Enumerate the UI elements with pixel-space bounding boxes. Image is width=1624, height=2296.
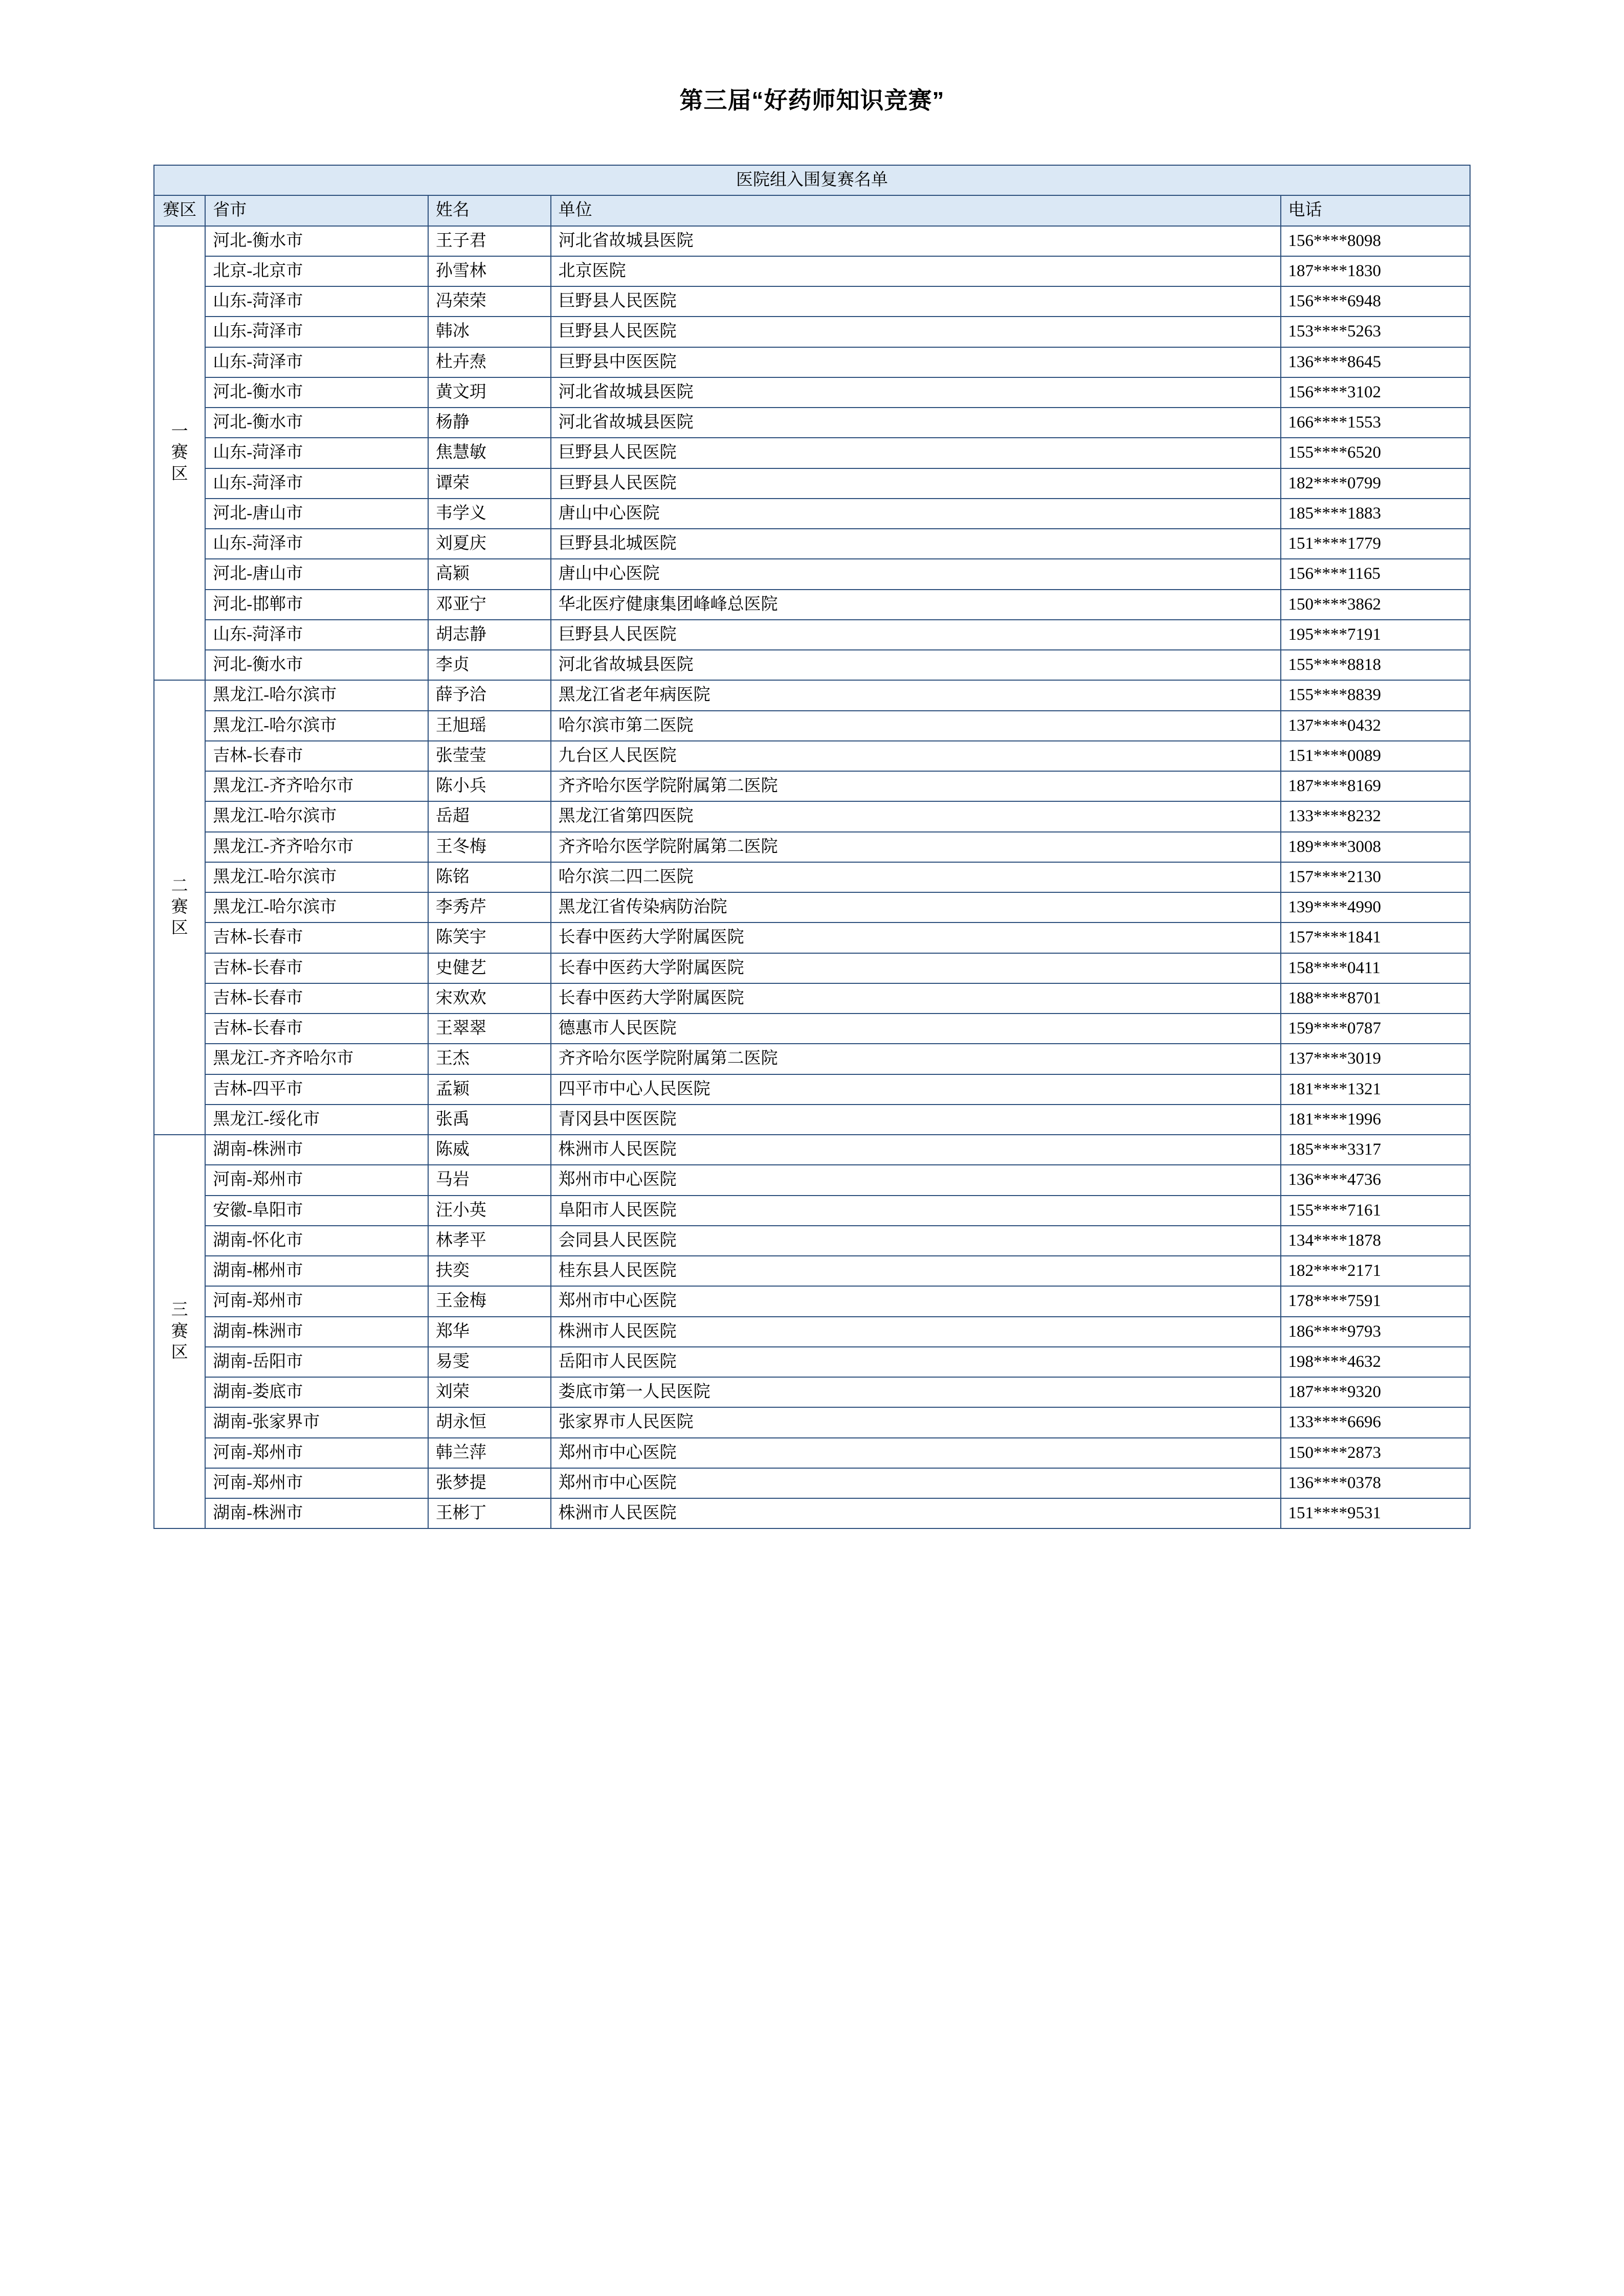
cell-name: 王冬梅 <box>428 832 551 862</box>
cell-name: 孙雪林 <box>428 256 551 286</box>
cell-name: 邓亚宁 <box>428 590 551 620</box>
cell-unit: 桂东县人民医院 <box>551 1256 1281 1286</box>
cell-name: 韦学义 <box>428 499 551 529</box>
cell-name: 易雯 <box>428 1347 551 1377</box>
cell-province-city: 黑龙江-哈尔滨市 <box>205 680 428 710</box>
cell-province-city: 黑龙江-哈尔滨市 <box>205 892 428 922</box>
table-row <box>154 801 1470 831</box>
cell-province-city: 湖南-郴州市 <box>205 1256 428 1286</box>
zone-cell <box>154 226 205 681</box>
zone-cell <box>154 680 205 1135</box>
cell-name: 岳超 <box>428 801 551 831</box>
cell-province-city: 北京-北京市 <box>205 256 428 286</box>
cell-name: 韩冰 <box>428 317 551 347</box>
cell-phone: 185****3317 <box>1281 1135 1470 1165</box>
cell-phone: 139****4990 <box>1281 892 1470 922</box>
table-row <box>154 620 1470 650</box>
cell-unit: 株洲市人民医院 <box>551 1135 1281 1165</box>
cell-phone: 187****9320 <box>1281 1377 1470 1407</box>
cell-unit: 唐山中心医院 <box>551 499 1281 529</box>
cell-unit: 会同县人民医院 <box>551 1226 1281 1256</box>
table-row <box>154 468 1470 499</box>
cell-province-city: 湖南-娄底市 <box>205 1377 428 1407</box>
cell-phone: 155****6520 <box>1281 438 1470 468</box>
cell-phone: 195****7191 <box>1281 620 1470 650</box>
cell-phone: 185****1883 <box>1281 499 1470 529</box>
cell-phone: 189****3008 <box>1281 832 1470 862</box>
cell-unit: 哈尔滨市第二医院 <box>551 711 1281 741</box>
cell-province-city: 黑龙江-哈尔滨市 <box>205 862 428 892</box>
cell-phone: 156****1165 <box>1281 559 1470 589</box>
cell-province-city: 河南-郑州市 <box>205 1286 428 1316</box>
cell-unit: 德惠市人民医院 <box>551 1014 1281 1044</box>
cell-province-city: 吉林-长春市 <box>205 953 428 983</box>
cell-name: 刘夏庆 <box>428 529 551 559</box>
cell-name: 刘荣 <box>428 1377 551 1407</box>
cell-unit: 华北医疗健康集团峰峰总医院 <box>551 590 1281 620</box>
table-row <box>154 559 1470 589</box>
cell-province-city: 吉林-长春市 <box>205 922 428 953</box>
page-title: 第三届“好药师知识竞赛” <box>679 87 945 114</box>
cell-phone: 156****8098 <box>1281 226 1470 256</box>
cell-unit: 河北省故城县医院 <box>551 408 1281 438</box>
cell-unit: 巨野县中医医院 <box>551 347 1281 377</box>
cell-phone: 186****9793 <box>1281 1317 1470 1347</box>
cell-phone: 166****1553 <box>1281 408 1470 438</box>
cell-province-city: 河北-衡水市 <box>205 408 428 438</box>
cell-unit: 唐山中心医院 <box>551 559 1281 589</box>
cell-province-city: 山东-菏泽市 <box>205 529 428 559</box>
table-row <box>154 317 1470 347</box>
cell-name: 王旭瑶 <box>428 711 551 741</box>
cell-phone: 133****8232 <box>1281 801 1470 831</box>
cell-phone: 151****1779 <box>1281 529 1470 559</box>
cell-phone: 136****8645 <box>1281 347 1470 377</box>
cell-unit: 岳阳市人民医院 <box>551 1347 1281 1377</box>
table-row <box>154 1317 1470 1347</box>
table-row <box>154 1498 1470 1528</box>
cell-phone: 158****0411 <box>1281 953 1470 983</box>
table-row <box>154 1105 1470 1135</box>
cell-unit: 郑州市中心医院 <box>551 1286 1281 1316</box>
table-row <box>154 953 1470 983</box>
cell-name: 胡永恒 <box>428 1407 551 1437</box>
cell-province-city: 湖南-岳阳市 <box>205 1347 428 1377</box>
zone-cell <box>154 1135 205 1528</box>
cell-name: 张禹 <box>428 1105 551 1135</box>
cell-unit: 长春中医药大学附属医院 <box>551 983 1281 1014</box>
cell-unit: 株洲市人民医院 <box>551 1317 1281 1347</box>
cell-unit: 巨野县人民医院 <box>551 286 1281 317</box>
cell-province-city: 河北-衡水市 <box>205 226 428 256</box>
cell-province-city: 河北-衡水市 <box>205 650 428 680</box>
cell-name: 孟颖 <box>428 1074 551 1105</box>
cell-province-city: 吉林-长春市 <box>205 983 428 1014</box>
cell-name: 宋欢欢 <box>428 983 551 1014</box>
cell-name: 王金梅 <box>428 1286 551 1316</box>
cell-phone: 198****4632 <box>1281 1347 1470 1377</box>
cell-province-city: 黑龙江-齐齐哈尔市 <box>205 771 428 801</box>
table-row <box>154 1286 1470 1316</box>
table-row <box>154 286 1470 317</box>
cell-unit: 阜阳市人民医院 <box>551 1196 1281 1226</box>
cell-unit: 齐齐哈尔医学院附属第二医院 <box>551 771 1281 801</box>
cell-province-city: 黑龙江-齐齐哈尔市 <box>205 832 428 862</box>
cell-unit: 哈尔滨二四二医院 <box>551 862 1281 892</box>
cell-province-city: 河北-邯郸市 <box>205 590 428 620</box>
cell-phone: 187****8169 <box>1281 771 1470 801</box>
cell-name: 高颖 <box>428 559 551 589</box>
cell-phone: 137****3019 <box>1281 1044 1470 1074</box>
cell-province-city: 山东-菏泽市 <box>205 286 428 317</box>
cell-unit: 郑州市中心医院 <box>551 1468 1281 1498</box>
table-row <box>154 499 1470 529</box>
cell-name: 陈笑宇 <box>428 922 551 953</box>
cell-phone: 155****8818 <box>1281 650 1470 680</box>
cell-name: 李贞 <box>428 650 551 680</box>
cell-phone: 155****7161 <box>1281 1196 1470 1226</box>
table-row <box>154 347 1470 377</box>
table-row <box>154 1165 1470 1195</box>
cell-phone: 157****1841 <box>1281 922 1470 953</box>
cell-province-city: 湖南-张家界市 <box>205 1407 428 1437</box>
cell-province-city: 河北-唐山市 <box>205 559 428 589</box>
table-row <box>154 1014 1470 1044</box>
cell-phone: 150****3862 <box>1281 590 1470 620</box>
cell-province-city: 吉林-长春市 <box>205 1014 428 1044</box>
table-row <box>154 438 1470 468</box>
cell-province-city: 湖南-怀化市 <box>205 1226 428 1256</box>
cell-name: 陈铭 <box>428 862 551 892</box>
cell-phone: 156****6948 <box>1281 286 1470 317</box>
table-row <box>154 1347 1470 1377</box>
table-header-row <box>154 195 1470 226</box>
finalists-table <box>153 165 1471 1529</box>
cell-name: 郑华 <box>428 1317 551 1347</box>
cell-province-city: 吉林-长春市 <box>205 741 428 771</box>
table-row <box>154 226 1470 256</box>
cell-phone: 188****8701 <box>1281 983 1470 1014</box>
cell-phone: 187****1830 <box>1281 256 1470 286</box>
cell-name: 谭荣 <box>428 468 551 499</box>
cell-unit: 黑龙江省传染病防治院 <box>551 892 1281 922</box>
cell-name: 史健艺 <box>428 953 551 983</box>
table-row <box>154 680 1470 710</box>
table-row <box>154 408 1470 438</box>
table-row <box>154 590 1470 620</box>
table-row <box>154 1044 1470 1074</box>
cell-name: 扶奕 <box>428 1256 551 1286</box>
cell-unit: 张家界市人民医院 <box>551 1407 1281 1437</box>
cell-province-city: 山东-菏泽市 <box>205 317 428 347</box>
cell-unit: 巨野县北城医院 <box>551 529 1281 559</box>
cell-province-city: 河北-唐山市 <box>205 499 428 529</box>
cell-phone: 136****4736 <box>1281 1165 1470 1195</box>
cell-province-city: 黑龙江-齐齐哈尔市 <box>205 1044 428 1074</box>
cell-province-city: 吉林-四平市 <box>205 1074 428 1105</box>
cell-phone: 181****1996 <box>1281 1105 1470 1135</box>
cell-province-city: 河北-衡水市 <box>205 377 428 408</box>
table-row <box>154 1407 1470 1437</box>
cell-province-city: 湖南-株洲市 <box>205 1498 428 1528</box>
cell-province-city: 黑龙江-哈尔滨市 <box>205 801 428 831</box>
cell-name: 王子君 <box>428 226 551 256</box>
cell-province-city: 河南-郑州市 <box>205 1165 428 1195</box>
cell-province-city: 湖南-株洲市 <box>205 1135 428 1165</box>
cell-phone: 151****0089 <box>1281 741 1470 771</box>
table-row <box>154 771 1470 801</box>
table-body <box>154 165 1470 1528</box>
cell-name: 薛予洽 <box>428 680 551 710</box>
table-row <box>154 256 1470 286</box>
cell-name: 马岩 <box>428 1165 551 1195</box>
cell-phone: 181****1321 <box>1281 1074 1470 1105</box>
cell-unit: 齐齐哈尔医学院附属第二医院 <box>551 832 1281 862</box>
cell-name: 冯荣荣 <box>428 286 551 317</box>
cell-unit: 长春中医药大学附属医院 <box>551 922 1281 953</box>
table-row <box>154 1135 1470 1165</box>
cell-phone: 182****2171 <box>1281 1256 1470 1286</box>
cell-name: 焦慧敏 <box>428 438 551 468</box>
cell-name: 李秀芹 <box>428 892 551 922</box>
table-row <box>154 377 1470 408</box>
table-row <box>154 1256 1470 1286</box>
column-header-unit: 单位 <box>551 195 1281 226</box>
cell-name: 杜卉焘 <box>428 347 551 377</box>
cell-unit: 河北省故城县医院 <box>551 650 1281 680</box>
cell-unit: 巨野县人民医院 <box>551 317 1281 347</box>
table-row <box>154 892 1470 922</box>
cell-unit: 黑龙江省老年病医院 <box>551 680 1281 710</box>
cell-phone: 156****3102 <box>1281 377 1470 408</box>
table-row <box>154 529 1470 559</box>
cell-name: 陈小兵 <box>428 771 551 801</box>
table-row <box>154 1196 1470 1226</box>
cell-phone: 134****1878 <box>1281 1226 1470 1256</box>
zone-label: 三赛区 <box>171 1301 188 1362</box>
cell-province-city: 山东-菏泽市 <box>205 620 428 650</box>
cell-unit: 河北省故城县医院 <box>551 226 1281 256</box>
cell-name: 陈威 <box>428 1135 551 1165</box>
cell-phone: 155****8839 <box>1281 680 1470 710</box>
table-row <box>154 832 1470 862</box>
cell-name: 张莹莹 <box>428 741 551 771</box>
table-row <box>154 741 1470 771</box>
cell-unit: 娄底市第一人民医院 <box>551 1377 1281 1407</box>
cell-name: 黄文玥 <box>428 377 551 408</box>
cell-phone: 178****7591 <box>1281 1286 1470 1316</box>
cell-phone: 182****0799 <box>1281 468 1470 499</box>
table-banner-row <box>154 165 1470 195</box>
table-row <box>154 711 1470 741</box>
table-row <box>154 1438 1470 1468</box>
cell-name: 王翠翠 <box>428 1014 551 1044</box>
zone-label: 二赛区 <box>171 876 188 938</box>
cell-phone: 133****6696 <box>1281 1407 1470 1437</box>
cell-name: 王彬丁 <box>428 1498 551 1528</box>
cell-name: 汪小英 <box>428 1196 551 1226</box>
cell-unit: 巨野县人民医院 <box>551 620 1281 650</box>
column-header-zone: 赛区 <box>154 195 205 226</box>
cell-phone: 150****2873 <box>1281 1438 1470 1468</box>
cell-unit: 郑州市中心医院 <box>551 1438 1281 1468</box>
table-row <box>154 650 1470 680</box>
cell-unit: 齐齐哈尔医学院附属第二医院 <box>551 1044 1281 1074</box>
cell-province-city: 安徽-阜阳市 <box>205 1196 428 1226</box>
cell-unit: 黑龙江省第四医院 <box>551 801 1281 831</box>
cell-province-city: 河南-郑州市 <box>205 1468 428 1498</box>
cell-phone: 137****0432 <box>1281 711 1470 741</box>
zone-label: 一赛区 <box>171 422 188 483</box>
table-row <box>154 922 1470 953</box>
cell-name: 张梦提 <box>428 1468 551 1498</box>
table-row <box>154 1226 1470 1256</box>
cell-province-city: 黑龙江-绥化市 <box>205 1105 428 1135</box>
cell-phone: 136****0378 <box>1281 1468 1470 1498</box>
cell-unit: 九台区人民医院 <box>551 741 1281 771</box>
cell-province-city: 黑龙江-哈尔滨市 <box>205 711 428 741</box>
cell-name: 韩兰萍 <box>428 1438 551 1468</box>
cell-province-city: 山东-菏泽市 <box>205 347 428 377</box>
cell-unit: 巨野县人民医院 <box>551 468 1281 499</box>
cell-unit: 巨野县人民医院 <box>551 438 1281 468</box>
cell-unit: 北京医院 <box>551 256 1281 286</box>
column-header-phone: 电话 <box>1281 195 1470 226</box>
table-row <box>154 862 1470 892</box>
cell-phone: 153****5263 <box>1281 317 1470 347</box>
cell-unit: 四平市中心人民医院 <box>551 1074 1281 1105</box>
table-row <box>154 1377 1470 1407</box>
cell-province-city: 河南-郑州市 <box>205 1438 428 1468</box>
cell-name: 杨静 <box>428 408 551 438</box>
cell-name: 林孝平 <box>428 1226 551 1256</box>
table-row <box>154 1074 1470 1105</box>
cell-province-city: 山东-菏泽市 <box>205 438 428 468</box>
cell-name: 胡志静 <box>428 620 551 650</box>
cell-unit: 青冈县中医医院 <box>551 1105 1281 1135</box>
column-header-province-city: 省市 <box>205 195 428 226</box>
cell-name: 王杰 <box>428 1044 551 1074</box>
table-row <box>154 983 1470 1014</box>
cell-phone: 151****9531 <box>1281 1498 1470 1528</box>
column-header-name: 姓名 <box>428 195 551 226</box>
cell-province-city: 湖南-株洲市 <box>205 1317 428 1347</box>
cell-unit: 长春中医药大学附属医院 <box>551 953 1281 983</box>
cell-province-city: 山东-菏泽市 <box>205 468 428 499</box>
cell-phone: 157****2130 <box>1281 862 1470 892</box>
cell-unit: 株洲市人民医院 <box>551 1498 1281 1528</box>
table-row <box>154 1468 1470 1498</box>
cell-unit: 郑州市中心医院 <box>551 1165 1281 1195</box>
table-banner: 医院组入围复赛名单 <box>154 165 1470 195</box>
cell-unit: 河北省故城县医院 <box>551 377 1281 408</box>
cell-phone: 159****0787 <box>1281 1014 1470 1044</box>
